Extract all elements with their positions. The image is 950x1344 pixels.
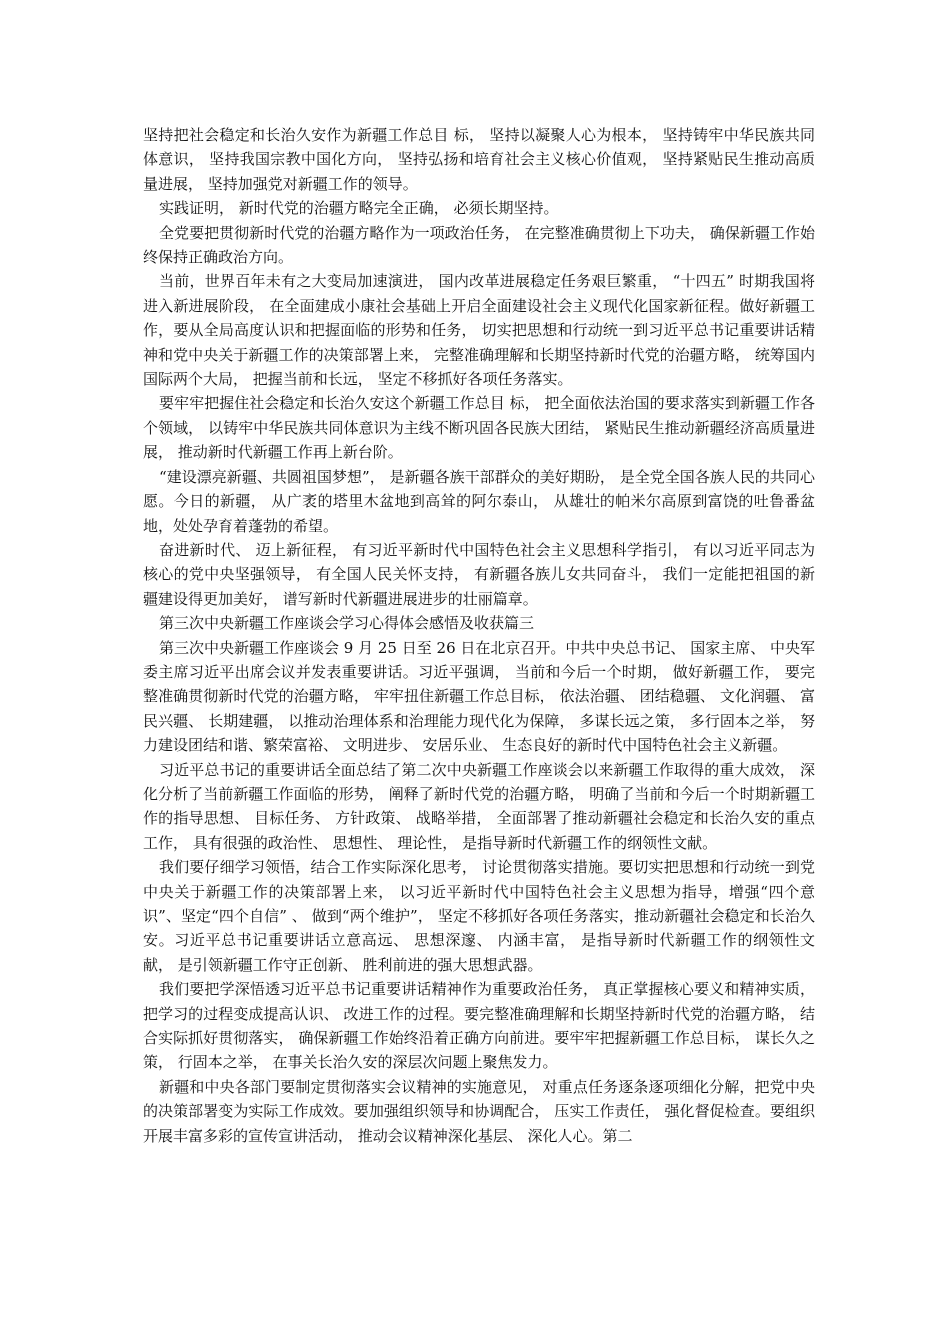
paragraph-3: 全党要把贯彻新时代党的治疆方略作为一项政治任务， 在完整准确贯彻上下功夫， 确保新疆工作始终保持正确政治方向。 bbox=[143, 223, 815, 267]
paragraph-1: 坚持把社会稳定和长治久安作为新疆工作总目 标， 坚持以凝聚人心为根本， 坚持铸牢中华民族共同体意识， 坚持我国宗教中国化方向， 坚持弘扬和培育社会主义核心价值观， 坚持紧贴民生推动高质量进展， 坚持加强党对新疆工作的领导。 bbox=[143, 126, 815, 193]
paragraph-9: 习近平总书记的重要讲话全面总结了第二次中央新疆工作座谈会以来新疆工作取得的重大成效， 深化分析了当前新疆工作面临的形势， 阐释了新时代党的治疆方略， 明确了当前和今后一个时期新疆工作的指导思想、 目标任务、 方针政策、 战略举措， 全面部署了推动新疆社会稳定和长治久安的重点工作， 具有很强的政治性、 思想性、 理论性， 是指导新时代新疆工作的纲领性文献。 bbox=[143, 760, 815, 852]
paragraph-6: “建设漂亮新疆、共圆祖国梦想”， 是新疆各族干部群众的美好期盼， 是全党全国各族人民的共同心愿。今日的新疆， 从广袤的塔里木盆地到高耸的阿尔泰山， 从雄壮的帕米尔高原到富饶的吐鲁番盆地，处处孕育着蓬勃的希望。 bbox=[143, 467, 815, 535]
paragraph-10: 我们要仔细学习领悟，结合工作实际深化思考， 讨论贯彻落实措施。要切实把思想和行动统一到党中央关于新疆工作的决策部署上来， 以习近平新时代中国特色社会主义思想为指导，增强“四个意识”、坚定“四个自信” 、 做到“两个维护”， 坚定不移抓好各项任务落实，推动新疆社会稳定和长治久安。习近平总书记重要讲话立意高远、 思想深邃、 内涵丰富， 是指导新时代新疆工作的纲领性文献， 是引领新疆工作守正创新、 胜利前进的强大思想武器。 bbox=[143, 858, 815, 974]
section-heading: 第三次中央新疆工作座谈会学习心得体会感悟及收获篇三 bbox=[159, 614, 535, 633]
paragraph-12: 新疆和中央各部门要制定贯彻落实会议精神的实施意见， 对重点任务逐条逐项细化分解，把党中央的决策部署变为实际工作成效。要加强组织领导和协调配合， 压实工作责任， 强化督促检查。要组织开展丰富多彩的宣传宣讲活动， 推动会议精神深化基层、 深化人心。第二 bbox=[143, 1077, 815, 1145]
paragraph-8: 第三次中央新疆工作座谈会 9 月 25 日至 26 日在北京召开。中共中央总书记、 国家主席、 中央军委主席习近平出席会议并发表重要讲话。习近平强调， 当前和今后一个时期， 做好新疆工作， 要完整准确贯彻新时代党的治疆方略， 牢牢扭住新疆工作总目标， 依法治疆、 团结稳疆、 文化润疆、 富民兴疆、 长期建疆， 以推动治理体系和治理能力现代化为保障， 多谋长远之策， 多行固本之举， 努力建设团结和谐、繁荣富裕、 文明进步、 安居乐业、 生态良好的新时代中国特色社会主义新疆。 bbox=[143, 638, 815, 755]
paragraph-5: 要牢牢把握住社会稳定和长治久安这个新疆工作总目 标， 把全面依法治国的要求落实到新疆工作各个领域， 以铸牢中华民族共同体意识为主线不断巩固各民族大团结， 紧贴民生推动新疆经济高质量进展， 推动新时代新疆工作再上新台阶。 bbox=[143, 394, 815, 462]
paragraph-2: 实践证明， 新时代党的治疆方略完全正确， 必须长期坚持。 bbox=[159, 199, 559, 218]
document-body bbox=[143, 123, 815, 1148]
paragraph-11: 我们要把学深悟透习近平总书记重要讲话精神作为重要政治任务， 真正掌握核心要义和精神实质， 把学习的过程变成提高认识、 改进工作的过程。要完整准确理解和长期坚持新时代党的治疆方略， 结合实际抓好贯彻落实， 确保新疆工作始终沿着正确方向前进。要牢牢把握新疆工作总目标， 谋长久之策， 行固本之举， 在事关长治久安的深层次问题上聚焦发力。 bbox=[143, 980, 815, 1072]
paragraph-7: 奋进新时代、 迈上新征程， 有习近平新时代中国特色社会主义思想科学指引， 有以习近平同志为核心的党中央坚强领导， 有全国人民关怀支持， 有新疆各族儿女共同奋斗， 我们一定能把祖国的新疆建设得更加美好， 谱写新时代新疆进展进步的壮丽篇章。 bbox=[143, 540, 815, 608]
paragraph-4: 当前，世界百年未有之大变局加速演进， 国内改革进展稳定任务艰巨繁重， “十四五” 时期我国将进入新进展阶段， 在全面建成小康社会基础上开启全面建设社会主义现代化国家新征程。做好新疆工作，要从全局高度认识和把握面临的形势和任务， 切实把思想和行动统一到习近平总书记重要讲话精神和党中央关于新疆工作的决策部署上来， 完整准确理解和长期坚持新时代党的治疆方略， 统筹国内国际两个大局， 把握当前和长远， 坚定不移抓好各项任务落实。 bbox=[143, 272, 815, 389]
